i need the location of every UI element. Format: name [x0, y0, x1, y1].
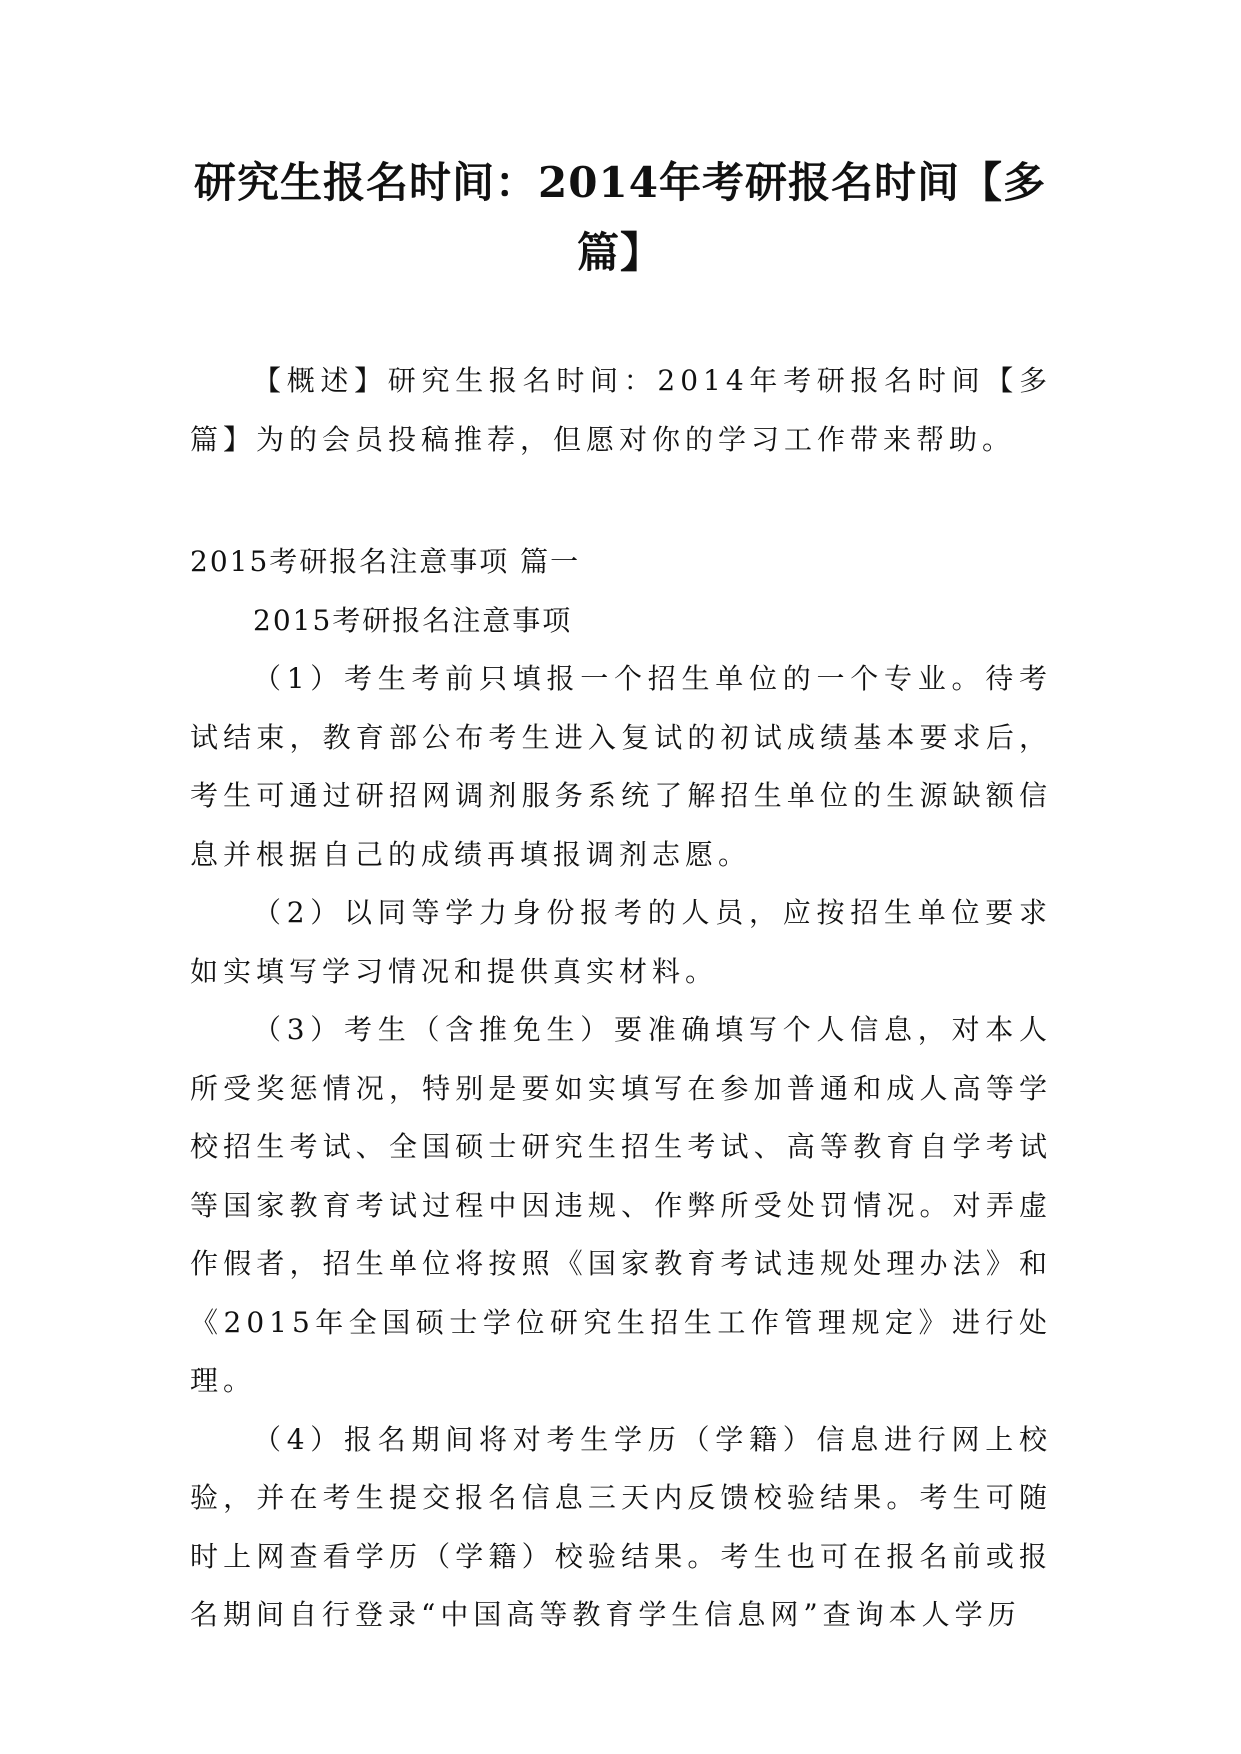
document-title: 研究生报名时间：2014年考研报名时间【多篇】 [194, 158, 1046, 277]
body-paragraph-2: （2）以同等学力身份报考的人员，应按招生单位要求如实填写学习情况和提供真实材料。 [190, 896, 1052, 988]
body-paragraph-3: （3）考生（含推免生）要准确填写个人信息，对本人所受奖惩情况，特别是要如实填写在参加普通和成人高等学校招生考试、全国硕士研究生招生考试、高等教育自学考试等国家教育考试过程中因违规、作弊所受处罚情况。对弄虚作假者，招生单位将按照《国家教育考试违规处理办法》和《2015年全国硕士学位研究生招生工作管理规定》进行处理。 [190, 1013, 1052, 1397]
section-heading: 2015考研报名注意事项 篇一 [190, 545, 581, 578]
document-body [190, 352, 1052, 1645]
section-subheading: 2015考研报名注意事项 [253, 603, 573, 637]
summary-paragraph: 【概述】研究生报名时间：2014年考研报名时间【多篇】为的会员投稿推荐，但愿对你的学习工作带来帮助。 [190, 364, 1052, 456]
body-paragraph-4: （4）报名期间将对考生学历（学籍）信息进行网上校验，并在考生提交报名信息三天内反馈校验结果。考生可随时上网查看学历（学籍）校验结果。考生也可在报名前或报名期间自行登录“中国高等教育学生信息网”查询本人学历 [190, 1422, 1052, 1631]
body-paragraph-1: （1）考生考前只填报一个招生单位的一个专业。待考试结束，教育部公布考生进入复试的初试成绩基本要求后，考生可通过研招网调剂服务系统了解招生单位的生源缺额信息并根据自己的成绩再填报调剂志愿。 [190, 662, 1052, 871]
